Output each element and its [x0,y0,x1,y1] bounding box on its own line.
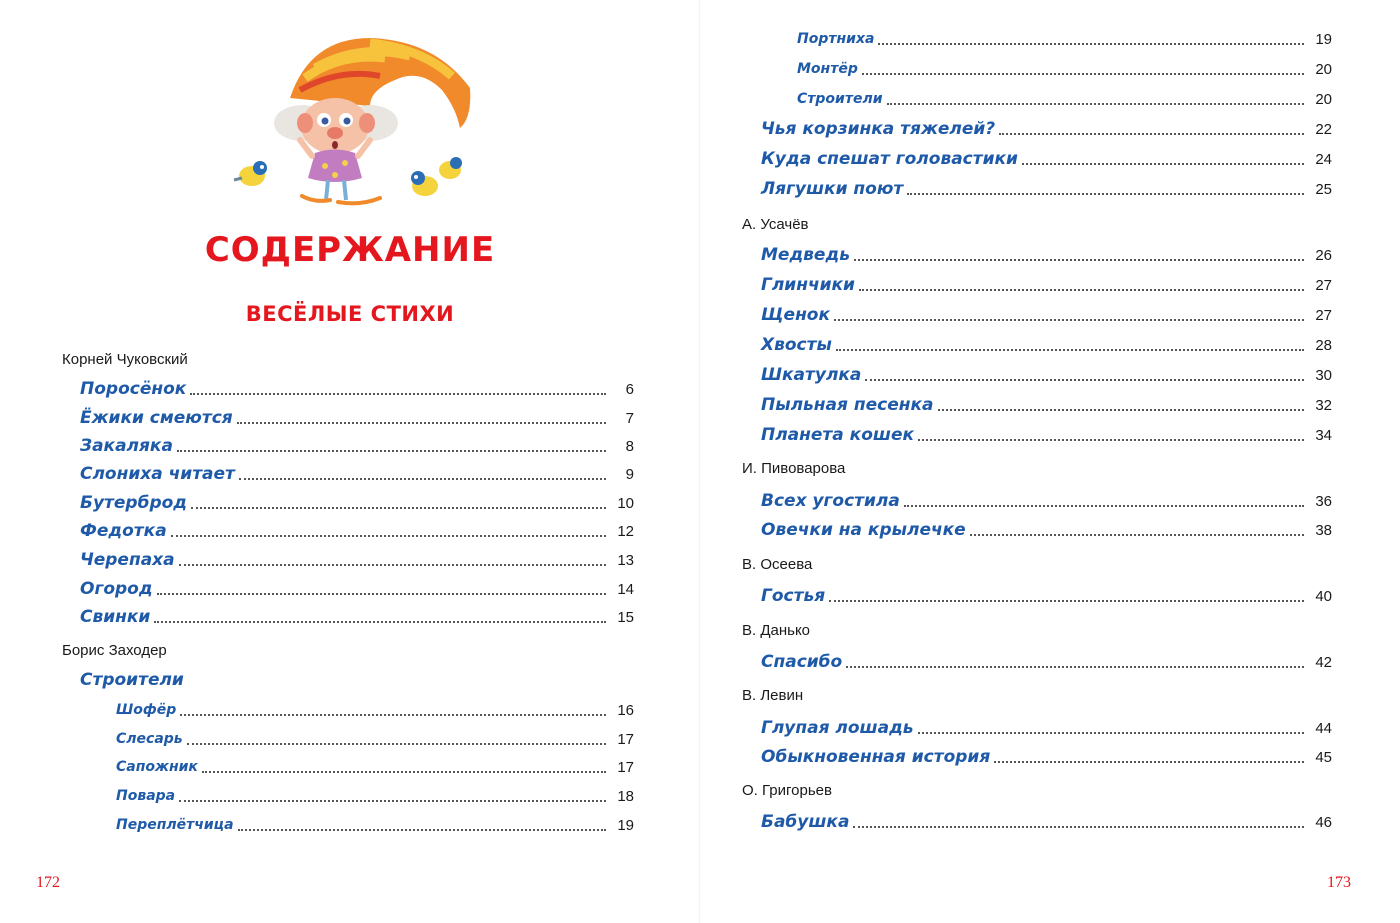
toc-subentry[interactable] [116,812,634,836]
entry-title: Лягушки поют [761,179,904,199]
entry-title: Поросёнок [80,379,187,399]
entry-page: 42 [1315,654,1332,671]
toc-entry[interactable] [761,176,1332,200]
toc-entry[interactable] [80,547,634,571]
toc-entry[interactable] [761,242,1332,266]
entry-title: Обыкновенная история [761,747,991,767]
toc-entry[interactable] [761,146,1332,170]
entry-title: Медведь [761,245,850,265]
entry-title: Хвосты [761,335,832,355]
dot-leader [878,42,1304,45]
entry-page: 27 [1315,307,1332,324]
entry-title: Шофёр [116,702,177,718]
toc-entry[interactable] [80,433,634,457]
entry-title: Черепаха [80,550,175,570]
dot-leader [180,713,606,716]
entry-title: Овечки на крылечке [761,520,966,540]
dot-leader [970,533,1304,536]
toc-entry[interactable] [761,362,1332,386]
entry-title: Огород [80,579,153,599]
entry-page: 14 [617,581,634,598]
gnome-illustration [220,28,480,210]
toc-entry[interactable] [80,405,634,429]
entry-title: Глупая лошадь [761,718,914,738]
entry-page: 44 [1315,720,1332,737]
page-number-left: 172 [36,874,60,891]
dot-leader [907,192,1304,195]
dot-leader [938,408,1305,411]
toc-entry[interactable] [80,576,634,600]
entry-page: 13 [617,552,634,569]
entry-page: 30 [1315,367,1332,384]
page-number-right: 173 [1327,874,1351,891]
dot-leader [237,421,606,424]
entry-page: 28 [1315,337,1332,354]
dot-leader [238,828,606,831]
dot-leader [904,504,1304,507]
entry-title: Строители [797,91,883,107]
entry-title: Переплётчица [116,817,234,833]
entry-title: Бутерброд [80,493,188,513]
toc-subentry[interactable] [116,754,634,778]
dot-leader [834,318,1304,321]
entry-title: Монтёр [797,61,858,77]
toc-entry[interactable] [80,518,634,542]
toc-entry[interactable] [761,583,1332,607]
entry-title: Планета кошек [761,425,915,445]
entry-title: Куда спешат головастики [761,149,1018,169]
entry-title: Повара [116,788,176,804]
entry-page: 12 [617,523,634,540]
entry-title: Бабушка [761,812,850,832]
toc-entry[interactable] [761,332,1332,356]
toc-entry[interactable] [761,715,1332,739]
entry-title: Портниха [797,31,875,47]
toc-entry[interactable] [761,809,1332,833]
entry-title: Строители [80,670,184,690]
entry-page: 34 [1315,427,1332,444]
toc-entry[interactable] [80,376,634,400]
toc-entry[interactable] [761,744,1332,768]
dot-leader [829,599,1304,602]
toc-entry[interactable] [761,422,1332,446]
dot-leader [187,742,606,745]
author-name: А. Усачёв [742,216,809,233]
toc-subentry[interactable] [116,697,634,721]
entry-title: Слониха читает [80,464,235,484]
entry-page: 45 [1315,749,1332,766]
toc-subentry[interactable] [116,726,634,750]
toc-subentry[interactable] [797,26,1332,50]
section-title: ВЕСЁЛЫЕ СТИХИ [245,302,455,326]
dot-leader [202,770,606,773]
entry-page: 18 [617,788,634,805]
toc-entry[interactable] [80,604,634,628]
toc-entry[interactable] [80,490,634,514]
toc-group-heading[interactable] [80,667,634,691]
toc-entry[interactable] [761,517,1332,541]
entry-page: 32 [1315,397,1332,414]
dot-leader [859,288,1304,291]
entry-page: 26 [1315,247,1332,264]
entry-page: 15 [617,609,634,626]
dot-leader [836,348,1304,351]
dot-leader [1022,162,1304,165]
dot-leader [854,258,1304,261]
entry-title: Пыльная песенка [761,395,934,415]
entry-page: 17 [617,731,634,748]
dot-leader [239,477,606,480]
entry-page: 9 [625,466,634,483]
entry-title: Ёжики смеются [80,408,233,428]
right-page [700,0,1400,923]
dot-leader [853,825,1304,828]
toc-subentry[interactable] [797,86,1332,110]
dot-leader [865,378,1304,381]
entry-page: 19 [617,817,634,834]
entry-page: 16 [617,702,634,719]
entry-page: 7 [625,410,634,427]
author-name: Корней Чуковский [62,351,188,368]
entry-page: 25 [1315,181,1332,198]
entry-title: Слесарь [116,731,183,747]
author-name: В. Левин [742,687,804,704]
dot-leader [157,592,606,595]
toc-entry[interactable] [761,488,1332,512]
entry-title: Чья корзинка тяжелей? [761,119,996,139]
entry-title: Спасибо [761,652,843,672]
dot-leader [999,132,1304,135]
entry-title: Федотка [80,521,167,541]
entry-page: 17 [617,759,634,776]
entry-page: 22 [1315,121,1332,138]
toc-entry[interactable] [80,461,634,485]
author-name: Борис Заходер [62,642,167,659]
toc-entry[interactable] [761,649,1332,673]
dot-leader [179,799,606,802]
toc-entry[interactable] [761,392,1332,416]
entry-page: 46 [1315,814,1332,831]
dot-leader [862,72,1304,75]
dot-leader [887,102,1304,105]
dot-leader [918,731,1304,734]
entry-page: 27 [1315,277,1332,294]
entry-title: Всех угостила [761,491,900,511]
dot-leader [154,620,606,623]
entry-title: Щенок [761,305,831,325]
toc-entry[interactable] [761,116,1332,140]
entry-title: Гостья [761,586,826,606]
entry-title: Сапожник [116,759,198,775]
entry-page: 38 [1315,522,1332,539]
entry-page: 10 [617,495,634,512]
author-name: И. Пивоварова [742,460,846,477]
toc-subentry[interactable] [116,783,634,807]
dot-leader [177,449,606,452]
toc-entry[interactable] [761,302,1332,326]
page-title: СОДЕРЖАНИЕ [204,230,496,270]
entry-page: 6 [625,381,634,398]
dot-leader [918,438,1304,441]
entry-title: Свинки [80,607,151,627]
entry-page: 36 [1315,493,1332,510]
dot-leader [994,760,1304,763]
toc-entry[interactable] [761,272,1332,296]
entry-title: Закаляка [80,436,173,456]
entry-page: 20 [1315,91,1332,108]
author-name: В. Осеева [742,556,813,573]
dot-leader [179,563,606,566]
author-name: В. Данько [742,622,811,639]
author-name: О. Григорьев [742,782,832,799]
entry-page: 8 [625,438,634,455]
entry-page: 40 [1315,588,1332,605]
dot-leader [190,392,606,395]
toc-subentry[interactable] [797,56,1332,80]
entry-page: 19 [1315,31,1332,48]
entry-title: Глинчики [761,275,855,295]
dot-leader [846,665,1304,668]
entry-page: 24 [1315,151,1332,168]
dot-leader [171,534,606,537]
dot-leader [191,506,606,509]
entry-title: Шкатулка [761,365,862,385]
entry-page: 20 [1315,61,1332,78]
